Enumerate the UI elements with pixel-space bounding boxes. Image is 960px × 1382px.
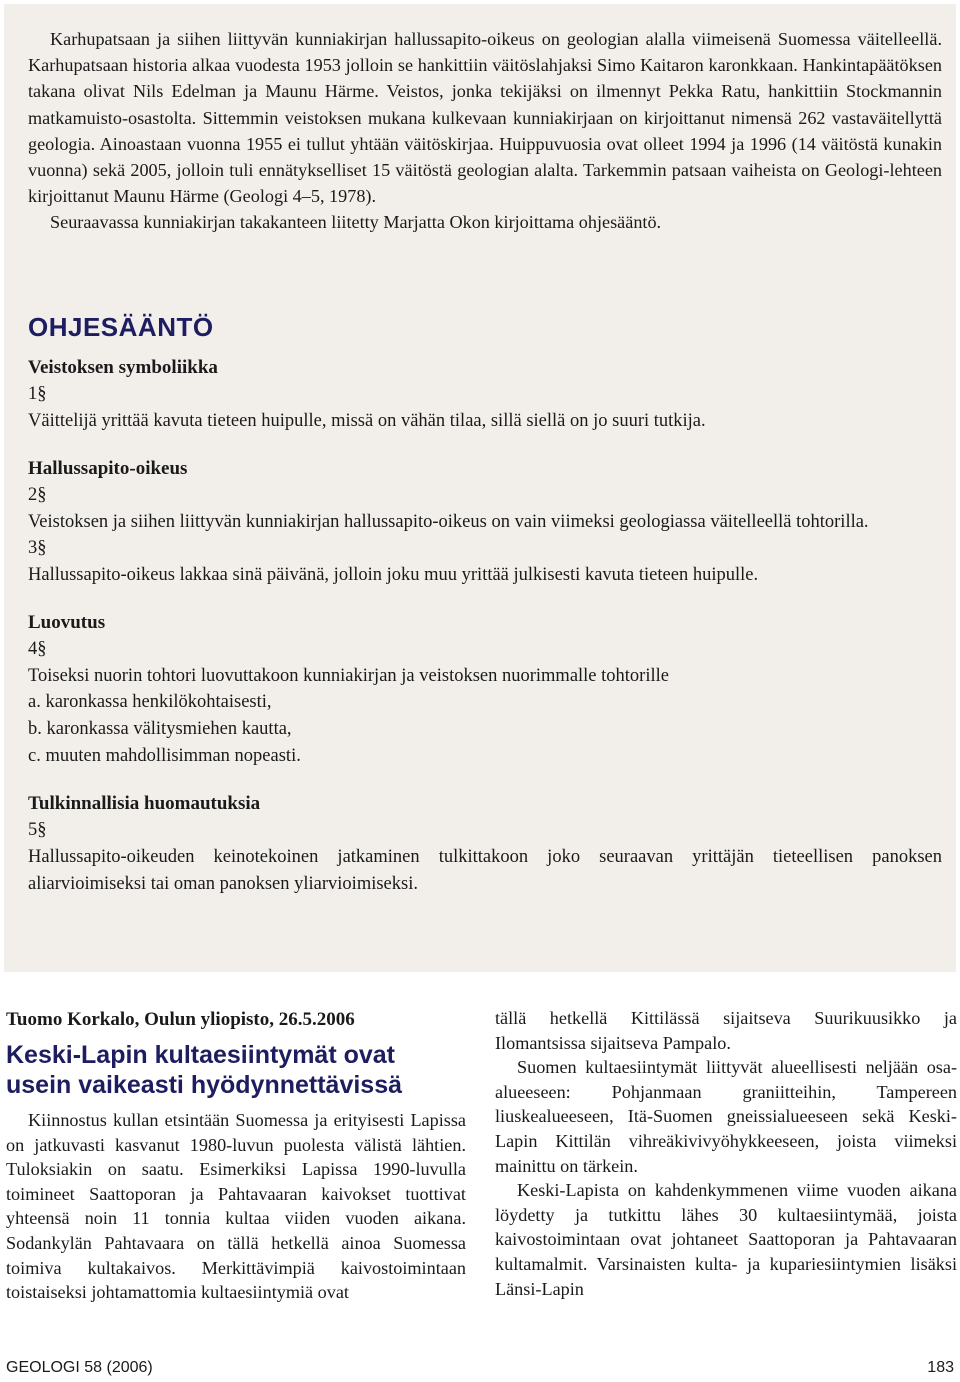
article-author: Tuomo Korkalo, Oulun yliopisto, 26.5.2006 bbox=[6, 1009, 355, 1030]
article-right-column bbox=[495, 1006, 957, 1301]
intro-text bbox=[28, 26, 942, 236]
rule-section bbox=[28, 455, 942, 589]
section-heading: Veistoksen symboliikka bbox=[28, 357, 218, 378]
article-left-column bbox=[6, 1006, 466, 1305]
section-heading: Tulkinnallisia huomautuksia bbox=[28, 793, 261, 814]
shaded-box bbox=[4, 4, 956, 972]
rule-text: Hallussapito-oikeus lakkaa sinä päivänä, jolloin joku muu yrittää julkisesti kavuta tieteen huipulle. bbox=[28, 565, 759, 585]
section-heading: Hallussapito-oikeus bbox=[28, 457, 188, 479]
article-paragraph: tällä hetkellä Kittilässä sijaitseva Suurikuusikko ja Ilomantsissa sijaitseva Pampalo. bbox=[495, 1008, 957, 1053]
rules-section bbox=[28, 310, 942, 917]
rules-title: OHJESÄÄNTÖ bbox=[28, 312, 214, 342]
rule-text: Toiseksi nuorin tohtori luovuttakoon kunniakirjan ja veistoksen nuorimmalle tohtorille bbox=[28, 665, 669, 686]
page-number: 183 bbox=[927, 1359, 954, 1376]
rule-section bbox=[28, 354, 942, 435]
article-paragraph: Suomen kultaesiintymät liittyvät alueellisesti neljään osa-alueeseen: Pohjanmaan graniitteihin, Tampereen liuskealueeseen, Itä-Suomen gneissialueeseen sekä Keski-Lapin Kittilän vihreäkivivyöhykkeeseen, joista viimeksi mainittu on tärkein. bbox=[495, 1057, 957, 1176]
paragraph-number: 3§ bbox=[28, 538, 47, 558]
section-heading: Luovutus bbox=[28, 611, 106, 633]
paragraph-number: 2§ bbox=[28, 484, 47, 505]
rule-section bbox=[28, 609, 942, 771]
paragraph-number: 4§ bbox=[28, 638, 47, 659]
article-headline: Keski-Lapin kultaesiintymät ovat usein vaikeasti hyödynnettävissä bbox=[6, 1041, 403, 1099]
list-item: b. karonkassa välitysmiehen kautta, bbox=[28, 719, 292, 739]
paragraph-number: 5§ bbox=[28, 820, 47, 840]
intro-paragraph: Karhupatsaan ja siihen liittyvän kunniakirjan hallussapito-oikeus on geologian alalla viimeisenä Suomessa väitelleellä. Karhupatsaan historia alkaa vuodesta 1953 jolloin se hankittiin väitöslahjaksi Simo Kaitaron karonkkaan. Hankintapäätöksen takana olivat Nils Edelman ja Maunu Härme. Veistos, jonka tekijäksi on ilmennyt Pekka Ratu, hankittiin Stockmannin matkamuisto-osastolta. Sittemmin veistoksen mukana kulkevaan kunniakirjaan on kirjoittanut nimensä 262 vastaväitellyttä geologia. Ainoastaan vuonna 1955 ei tullut yhtään väitöskirjaa. Huippuvuosia ovat olleet 1994 ja 1996 (14 väitöstä kunakin vuonna) sekä 2005, jolloin tuli ennätykselliset 15 väitöstä geologian alalta. Tarkemmin patsaan vaiheista on Geologi-lehteen kirjoittanut Maunu Härme (Geologi 4–5, 1978). bbox=[28, 29, 942, 207]
rule-section bbox=[28, 790, 942, 897]
article-paragraph: Keski-Lapista on kahdenkymmenen viime vuoden aikana löydetty ja tutkittu lähes 30 kultaesiintymää, joista kaivostoimintaan ovat johtaneet Saattoporan ja Pahtavaaran kultamalmit. Varsinaisten kulta- ja kupariesiintymien lisäksi Länsi-Lapin bbox=[495, 1180, 957, 1299]
journal-footer: GEOLOGI 58 (2006) bbox=[6, 1359, 153, 1376]
article-paragraph: Kiinnostus kullan etsintään Suomessa ja erityisesti Lapissa on jatkuvasti kasvanut 1980-luvun puolesta välistä lähtien. Tuloksiakin on saatu. Esimerkiksi Lapissa 1990-luvulla toimineet Saattoporan ja Pahtavaaran kaivokset tuottivat yhteensä noin 11 tonnia kultaa viiden vuoden aikana. Sodankylän Pahtavaara on tällä hetkellä ainoa Suomessa toimiva kultakaivos. Merkittävimpiä kaivostoimintaan toistaiseksi johtamattomia kultaesiintymiä ovat bbox=[6, 1110, 466, 1303]
list-item: c. muuten mahdollisimman nopeasti. bbox=[28, 746, 301, 766]
rule-text: Veistoksen ja siihen liittyvän kunniakirjan hallussapito-oikeus on vain viimeksi geologiassa väitelleellä tohtorilla. bbox=[28, 511, 869, 532]
intro-paragraph: Seuraavassa kunniakirjan takakanteen liitetty Marjatta Okon kirjoittama ohjesääntö. bbox=[50, 212, 662, 233]
rule-text: Väittelijä yrittää kavuta tieteen huipulle, missä on vähän tilaa, sillä siellä on jo suuri tutkija. bbox=[28, 411, 706, 431]
rule-text: Hallussapito-oikeuden keinotekoinen jatkaminen tulkittakoon joko seuraavan yrittäjän tieteellisen panoksen aliarvioimiseksi tai oman panoksen yliarvioimiseksi. bbox=[28, 847, 942, 894]
paragraph-number: 1§ bbox=[28, 384, 47, 404]
list-item: a. karonkassa henkilökohtaisesti, bbox=[28, 692, 272, 712]
